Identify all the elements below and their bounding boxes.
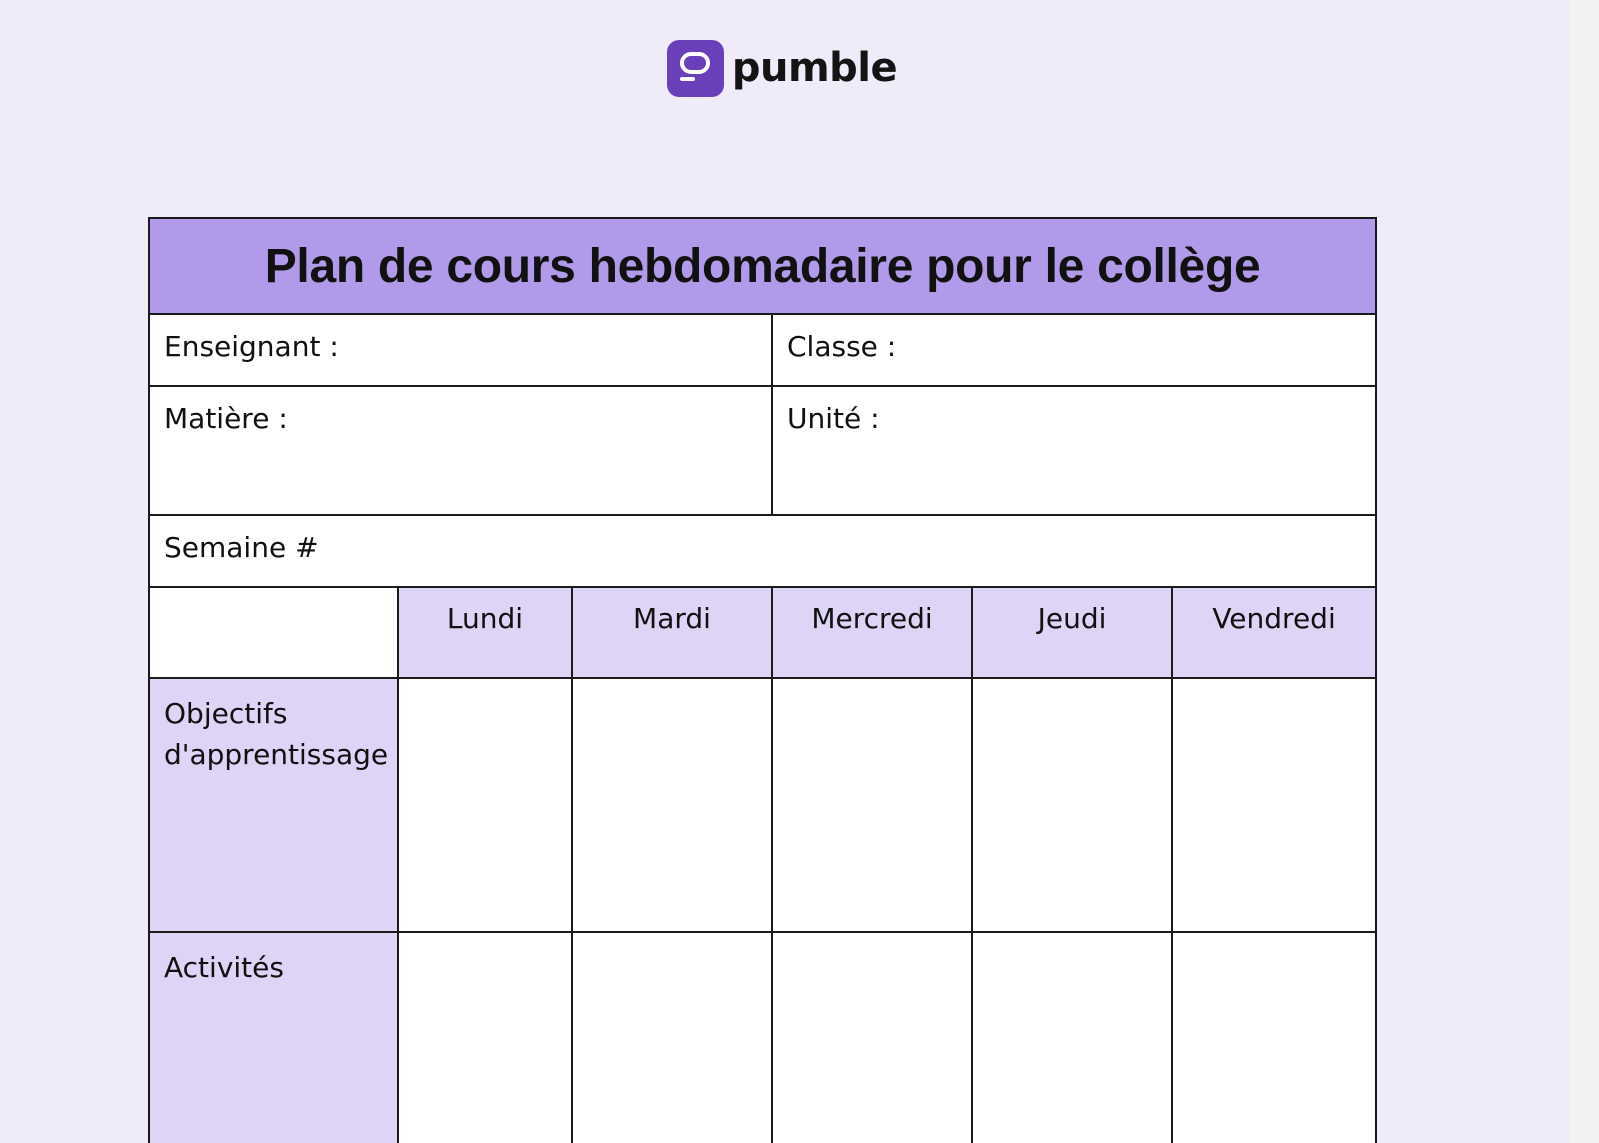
activities-cell-tuesday[interactable] [572, 932, 772, 1143]
days-header-row [149, 587, 1376, 678]
activities-cell-wednesday[interactable] [772, 932, 972, 1143]
brand-name: pumble [731, 45, 898, 91]
class-field[interactable]: Classe : [772, 314, 1376, 386]
header [0, 38, 1564, 98]
lesson-plan-table [148, 217, 1377, 1143]
corner-cell [149, 587, 398, 678]
chat-bubble-icon-svg [678, 51, 712, 85]
chat-bubble-icon [667, 40, 724, 97]
activities-label: Activités [149, 932, 398, 1143]
objectives-cell-monday[interactable] [398, 678, 572, 932]
info-row-teacher-class [149, 314, 1376, 386]
objectives-label: Objectifs d'apprentissage [149, 678, 398, 932]
document-title: Plan de cours hebdomadaire pour le collège [149, 218, 1376, 314]
objectives-cell-friday[interactable] [1172, 678, 1376, 932]
activities-cell-friday[interactable] [1172, 932, 1376, 1143]
activities-cell-monday[interactable] [398, 932, 572, 1143]
objectives-row [149, 678, 1376, 932]
day-header-friday: Vendredi [1172, 587, 1376, 678]
pumble-logo[interactable] [667, 40, 897, 97]
objectives-cell-thursday[interactable] [972, 678, 1172, 932]
week-row [149, 515, 1376, 587]
objectives-cell-tuesday[interactable] [572, 678, 772, 932]
objectives-cell-wednesday[interactable] [772, 678, 972, 932]
day-header-monday: Lundi [398, 587, 572, 678]
scrollbar-track[interactable] [1569, 0, 1599, 1143]
day-header-tuesday: Mardi [572, 587, 772, 678]
activities-row [149, 932, 1376, 1143]
activities-cell-thursday[interactable] [972, 932, 1172, 1143]
title-row [149, 218, 1376, 314]
unit-field[interactable]: Unité : [772, 386, 1376, 515]
week-field[interactable]: Semaine # [149, 515, 1376, 587]
subject-field[interactable]: Matière : [149, 386, 772, 515]
day-header-wednesday: Mercredi [772, 587, 972, 678]
day-header-thursday: Jeudi [972, 587, 1172, 678]
teacher-field[interactable]: Enseignant : [149, 314, 772, 386]
info-row-subject-unit [149, 386, 1376, 515]
